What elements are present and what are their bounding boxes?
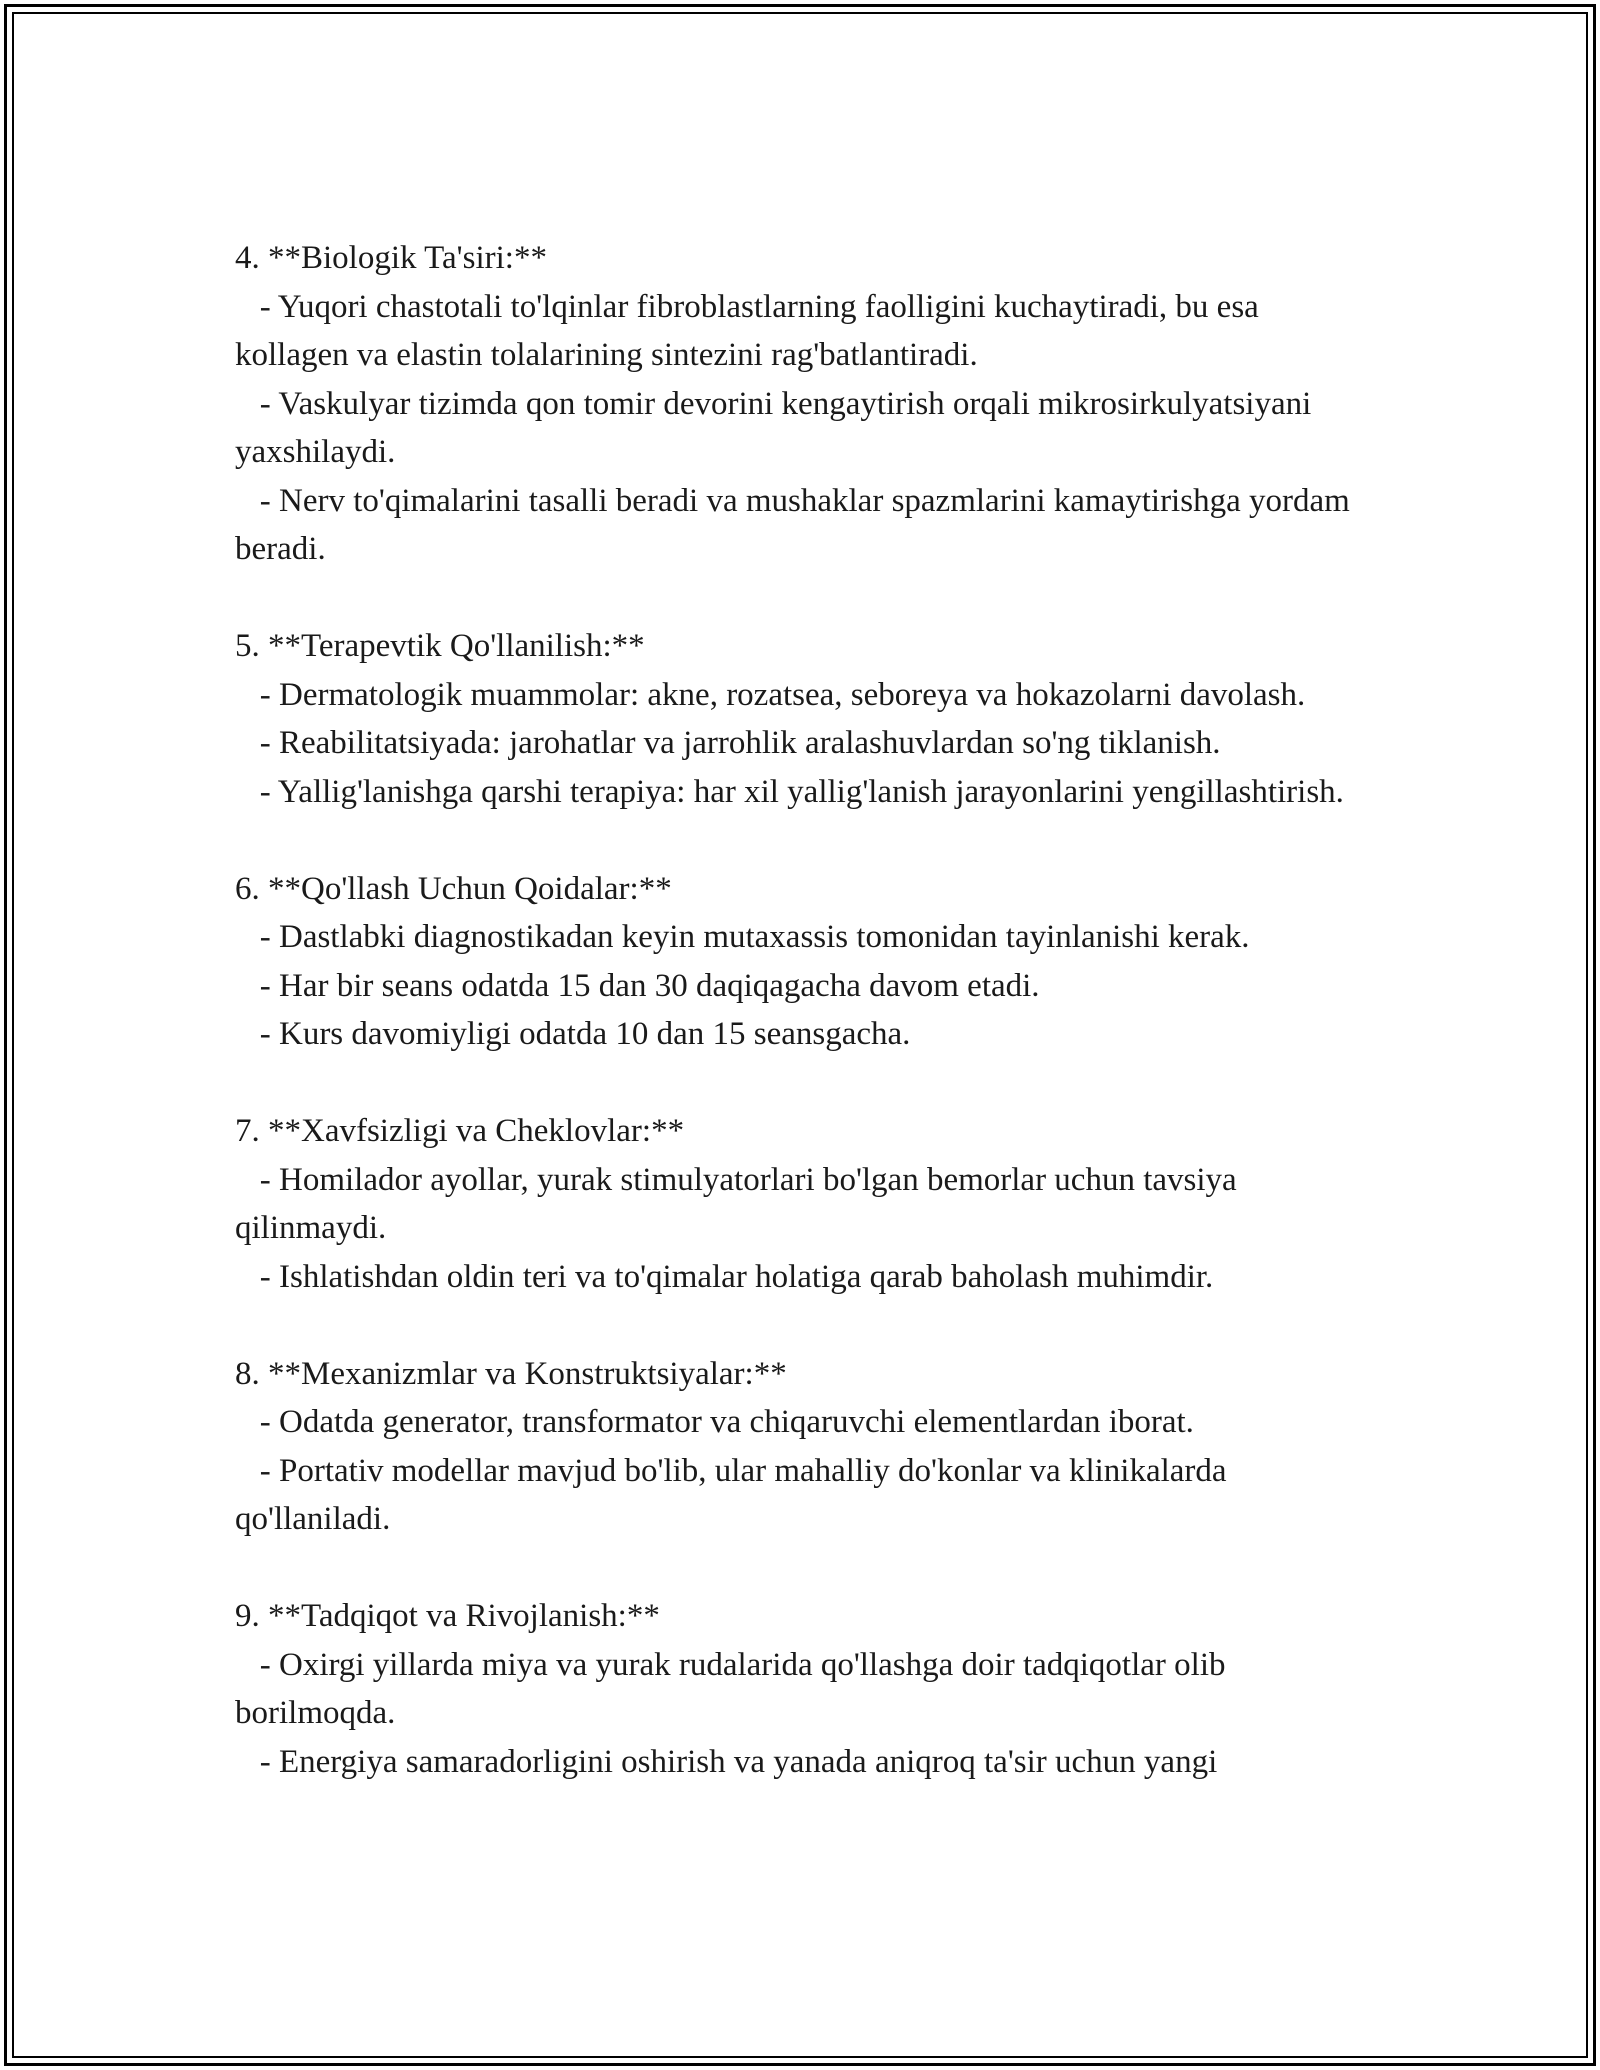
list-item: - Ishlatishdan oldin teri va to'qimalar holatiga qarab baholash muhimdir.: [235, 1258, 1214, 1295]
section-heading: 8. **Mexanizmlar va Konstruktsiyalar:**: [235, 1355, 787, 1392]
list-item: - Nerv to'qimalarini tasalli beradi va mushaklar spazmlarini kamaytirishga yordam beradi.: [235, 482, 1359, 567]
list-item: - Reabilitatsiyada: jarohatlar va jarrohlik aralashuvlardan so'ng tiklanish.: [235, 725, 1221, 761]
list-item: - Yuqori chastotali to'lqinlar fibroblastlarning faolligini kuchaytiradi, bu esa kollagen va elastin tolalarining sintezini rag'batlantiradi.: [235, 288, 1268, 373]
list-item: - Har bir seans odatda 15 dan 30 daqiqagacha davom etadi.: [235, 967, 1040, 1004]
section-tadqiqot-va-rivojlanish: [235, 1592, 1375, 1786]
list-item: - Portativ modellar mavjud bo'lib, ular mahalliy do'konlar va klinikalarda qo'llaniladi.: [235, 1452, 1235, 1537]
section-heading: 9. **Tadqiqot va Rivojlanish:**: [235, 1598, 660, 1634]
list-item: - Odatda generator, transformator va chiqaruvchi elementlardan iborat.: [235, 1404, 1194, 1440]
section-heading: 4. **Biologik Ta'siri:**: [235, 240, 547, 276]
list-item: - Yallig'lanishga qarshi terapiya: har xil yallig'lanish jarayonlarini yengillashtirish.: [235, 773, 1344, 810]
list-item: - Dermatologik muammolar: akne, rozatsea, seboreya va hokazolarni davolash.: [235, 676, 1306, 713]
list-item: - Homilador ayollar, yurak stimulyatorlari bo'lgan bemorlar uchun tavsiya qilinmaydi.: [235, 1161, 1245, 1246]
section-mexanizmlar-va-konstruktsiyalar: [235, 1350, 1375, 1544]
section-heading: 7. **Xavfsizligi va Cheklovlar:**: [235, 1113, 685, 1149]
list-item: - Kurs davomiyligi odatda 10 dan 15 seansgacha.: [235, 1016, 911, 1052]
section-heading: 5. **Terapevtik Qo'llanilish:**: [235, 628, 645, 664]
list-item: - Vaskulyar tizimda qon tomir devorini kengaytirish orqali mikrosirkulyatsiyani yaxshilaydi.: [235, 385, 1320, 470]
section-xavfsizligi-va-cheklovlar: [235, 1107, 1375, 1301]
list-item: - Energiya samaradorligini oshirish va yanada aniqroq ta'sir uchun yangi: [235, 1743, 1218, 1780]
section-biologik-tasiri: [235, 234, 1375, 574]
section-heading: 6. **Qo'llash Uchun Qoidalar:**: [235, 870, 672, 907]
list-item: - Oxirgi yillarda miya va yurak rudalarida qo'llashga doir tadqiqotlar olib borilmoqda.: [235, 1646, 1234, 1731]
list-item: - Dastlabki diagnostikadan keyin mutaxassis tomonidan tayinlanishi kerak.: [235, 919, 1250, 955]
document-body: [235, 234, 1375, 1786]
section-qollash-uchun-qoidalar: [235, 865, 1375, 1059]
section-terapevtik-qollanilish: [235, 622, 1375, 816]
